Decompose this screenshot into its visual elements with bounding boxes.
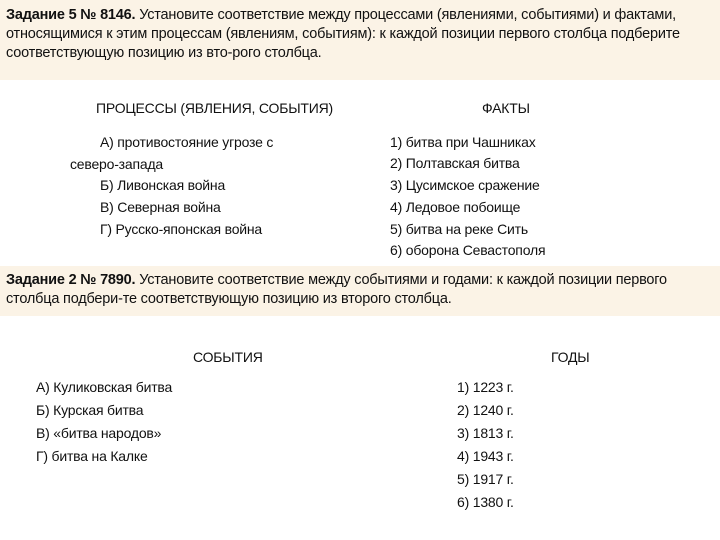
task2-right-item: 6) 1380 г. [457,494,514,510]
task1-left-item: А) противостояние угрозе с северо-запада [70,134,274,172]
task1-text: Установите соответствие между процессами (явлениями, событиями) и фактами, относящимися к этим процессам (явлениям, событиям): к каждой позиции первого столбца подберите соответствующую позицию из вто-рого столбца. [6,7,680,61]
task1-right-item: 2) Полтавская битва [390,155,520,171]
task2-left-item: А) Куликовская битва [36,379,173,395]
task2-statement [6,271,714,309]
task1-right-item: 4) Ледовое побоище [390,199,521,215]
task1-left-item: В) Северная война [100,199,221,215]
task2-right-item: 3) 1813 г. [457,425,514,441]
task1-statement [6,6,714,63]
task1-left-item: Б) Ливонская война [100,177,226,193]
task2-left-header: СОБЫТИЯ [193,349,263,365]
task2-left-item: В) «битва народов» [36,425,162,441]
task2-text: Установите соответствие между событиями и годами: к каждой позиции первого столбца подбери-те соответствующую позицию из второго столбца. [6,272,667,307]
task1-left-item: Г) Русско-японская война [100,221,263,237]
task2-right-item: 2) 1240 г. [457,402,514,418]
task1-right-item: 3) Цусимское сражение [390,177,540,193]
task2-right-item: 4) 1943 г. [457,448,514,464]
task1-right-item: 6) оборона Севастополя [390,242,546,258]
task1-left-header: ПРОЦЕССЫ (ЯВЛЕНИЯ, СОБЫТИЯ) [96,100,333,116]
task1-right-item: 5) битва на реке Сить [390,221,528,237]
task1-right-item: 1) битва при Чашниках [390,134,536,150]
task1-label: Задание 5 № 8146. [6,7,136,23]
task2-right-item: 5) 1917 г. [457,471,514,487]
task2-label: Задание 2 № 7890. [6,272,136,288]
task1-right-header: ФАКТЫ [482,100,530,116]
task2-left-item: Г) битва на Калке [36,448,148,464]
task2-right-header: ГОДЫ [551,349,590,365]
task2-left-item: Б) Курская битва [36,402,144,418]
task2-right-item: 1) 1223 г. [457,379,514,395]
